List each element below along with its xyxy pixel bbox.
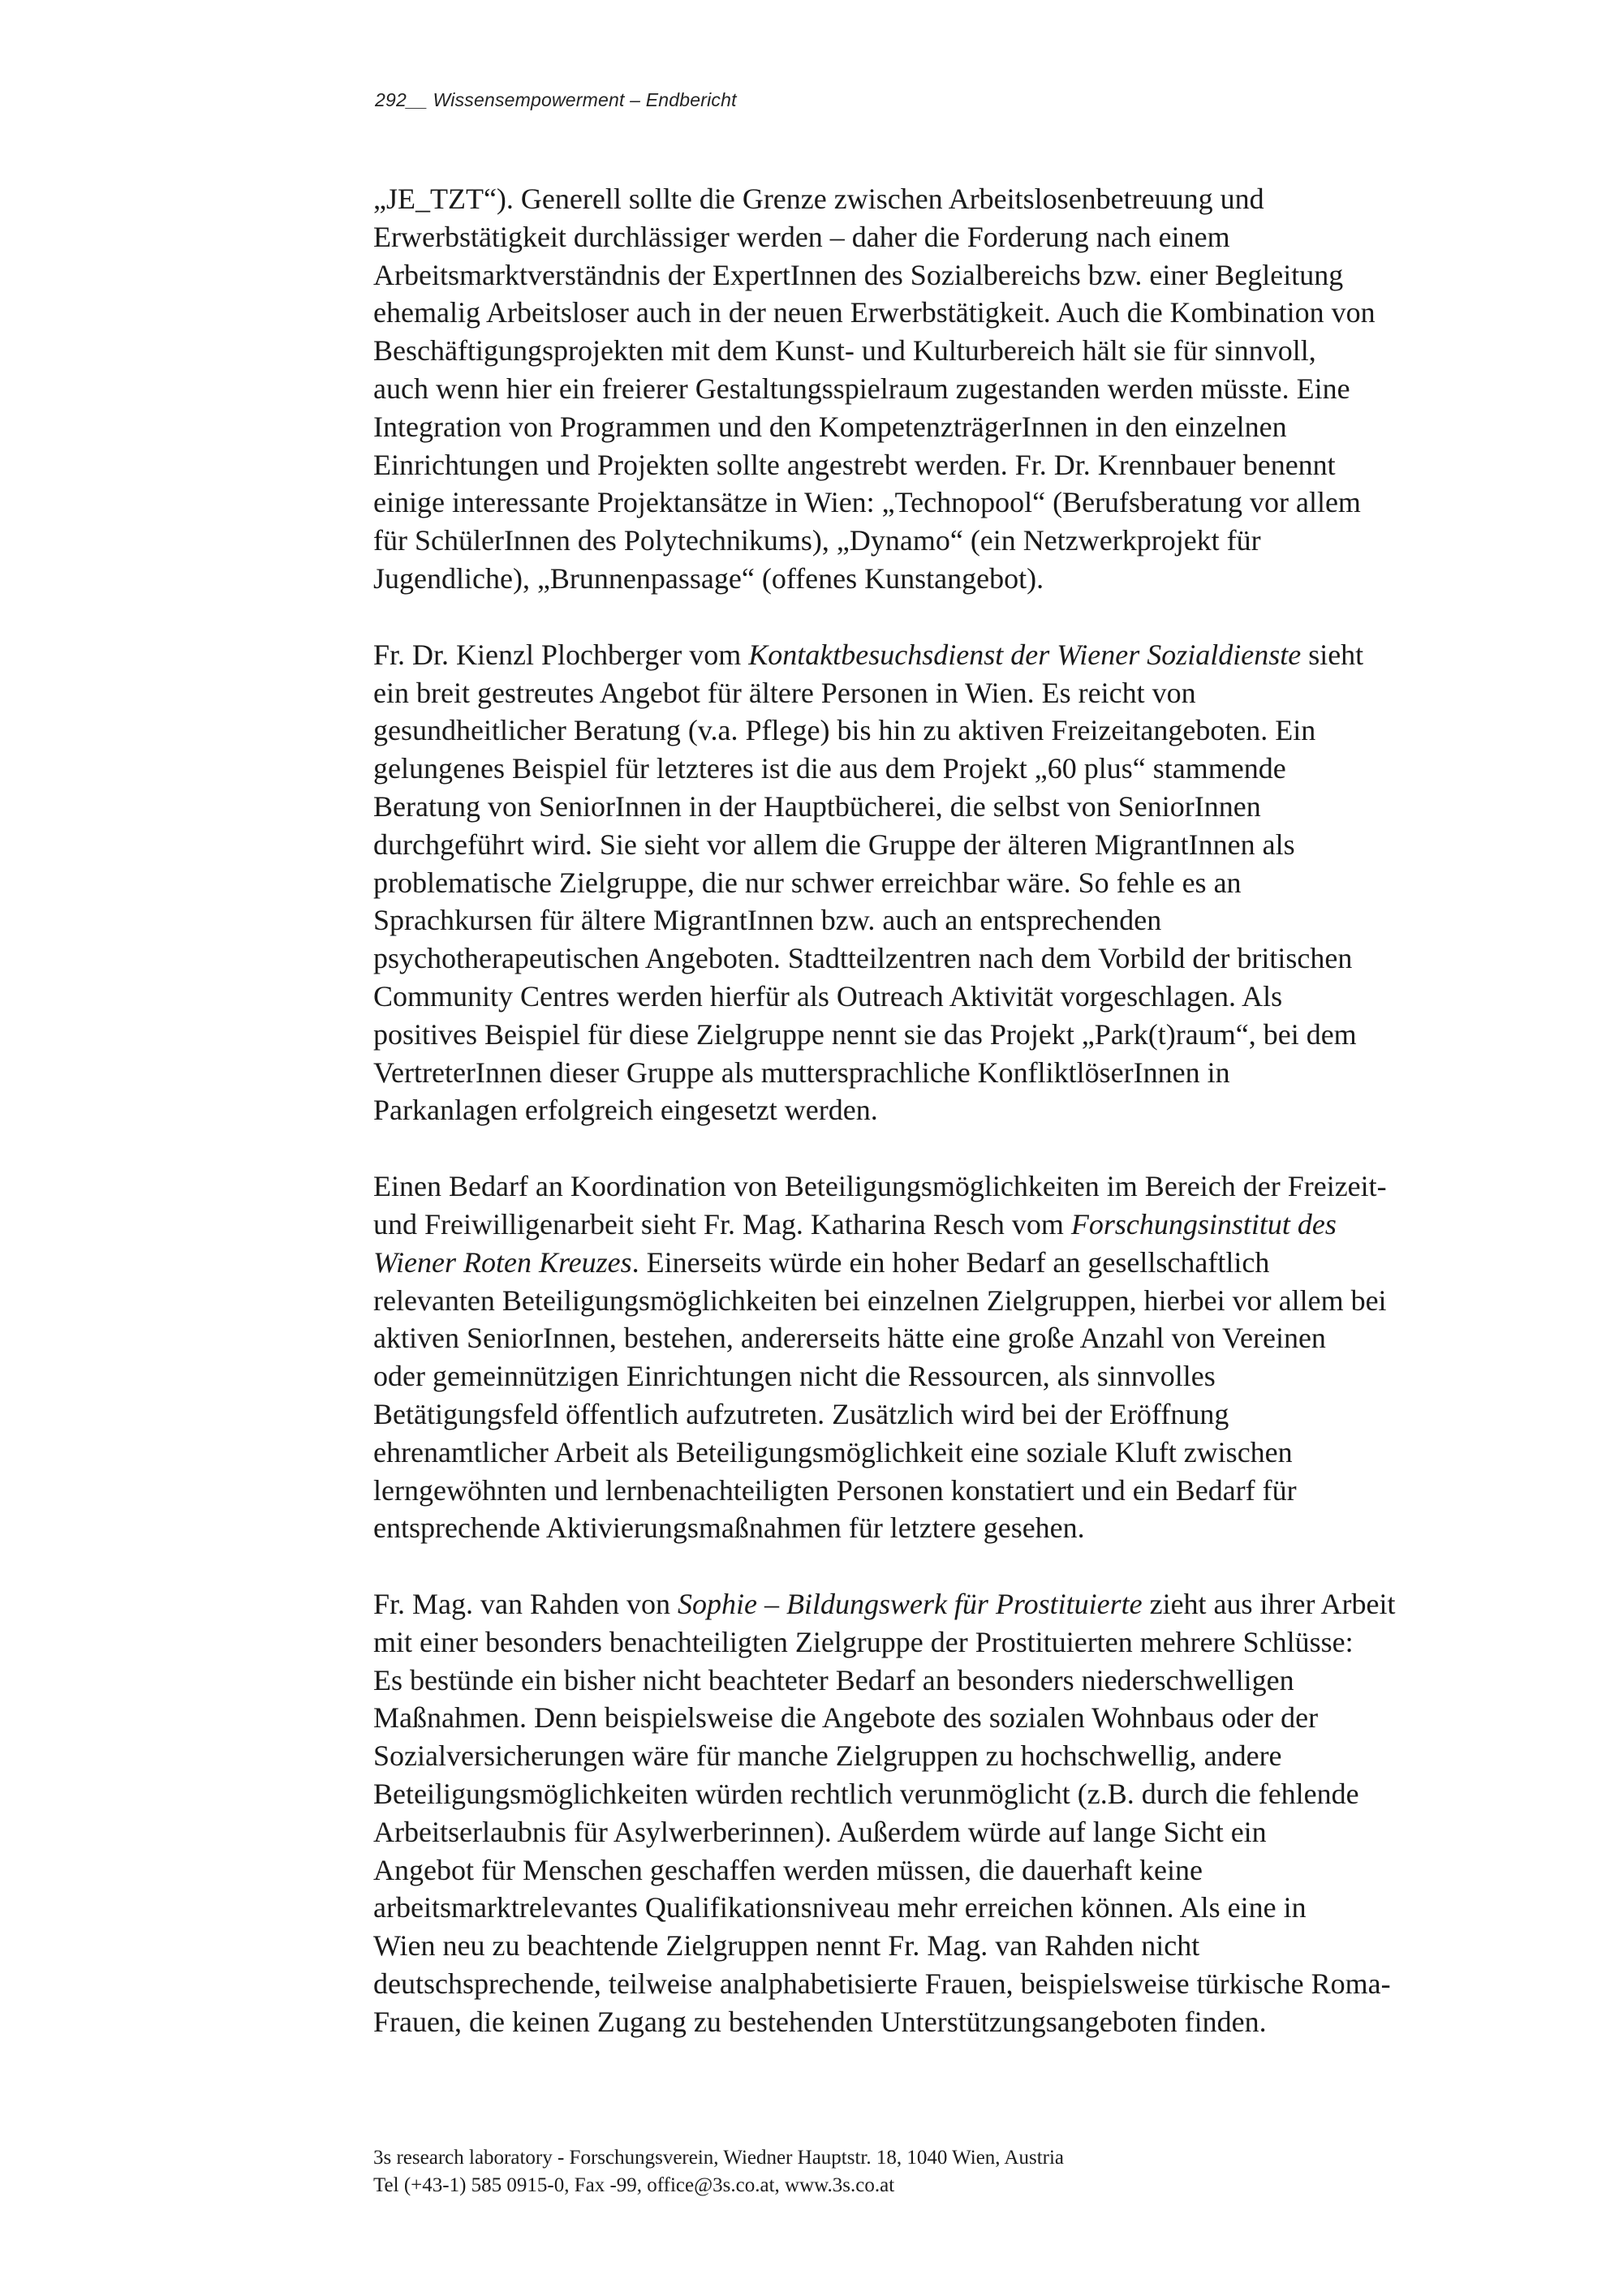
text-line: [373, 1091, 1461, 1129]
text-line: [373, 1737, 1461, 1775]
text-run: lerngewöhnten und lernbenachteiligten Personen konstatiert und ein Bedarf für: [373, 1473, 1297, 1507]
text-line: [373, 1206, 1461, 1244]
text-line: [373, 826, 1461, 864]
text-run: Betätigungsfeld öffentlich aufzutreten. Zusätzlich wird bei der Eröffnung: [373, 1397, 1229, 1430]
text-run: entsprechende Aktivierungsmaßnahmen für letztere gesehen.: [373, 1511, 1085, 1545]
italic-title: Kontaktbesuchsdienst der Wiener Sozialdienste: [748, 638, 1302, 671]
text-run: und Freiwilligenarbeit sieht Fr. Mag. Katharina Resch vom: [373, 1207, 1071, 1240]
text-run: Frauen, die keinen Zugang zu bestehenden Unterstützungsangeboten finden.: [373, 2005, 1267, 2038]
paragraph: [373, 1167, 1461, 1547]
text-run: sieht: [1301, 638, 1364, 671]
text-line: [373, 560, 1461, 598]
text-line: [373, 674, 1461, 712]
text-line: [373, 1662, 1461, 1700]
paragraph: [373, 636, 1461, 1129]
text-line: [373, 1395, 1461, 1434]
italic-title: Wiener Roten Kreuzes: [373, 1245, 632, 1279]
text-line: [373, 1472, 1461, 1510]
text-line: [373, 1585, 1461, 1623]
text-run: ehemalig Arbeitsloser auch in der neuen Erwerbstätigkeit. Auch die Kombination von: [373, 296, 1375, 329]
text-run: Fr. Dr. Kienzl Plochberger vom: [373, 638, 749, 671]
text-line: [373, 256, 1461, 295]
text-run: ein breit gestreutes Angebot für ältere Personen in Wien. Es reicht von: [373, 676, 1196, 709]
text-run: gelungenes Beispiel für letzteres ist die aus dem Projekt „60 plus“ stammende: [373, 752, 1286, 785]
text-line: [373, 1244, 1461, 1282]
text-line: [373, 978, 1461, 1016]
text-run: Community Centres werden hierfür als Outreach Aktivität vorgeschlagen. Als: [373, 979, 1283, 1013]
text-run: Jugendliche), „Brunnenpassage“ (offenes Kunstangebot).: [373, 561, 1044, 595]
text-run: oder gemeinnützigen Einrichtungen nicht die Ressourcen, als sinnvolles: [373, 1360, 1216, 1393]
text-run: aktiven SeniorInnen, bestehen, andererseits hätte eine große Anzahl von Vereinen: [373, 1322, 1326, 1355]
text-line: [373, 1054, 1461, 1092]
text-run: Einen Bedarf an Koordination von Beteiligungsmöglichkeiten im Bereich der Freizeit-: [373, 1170, 1387, 1203]
text-line: [373, 939, 1461, 978]
text-run: positives Beispiel für diese Zielgruppe nennt sie das Projekt „Park(t)raum“, bei dem: [373, 1017, 1357, 1051]
text-line: [373, 180, 1461, 218]
text-line: [373, 522, 1461, 560]
paragraph: [373, 1585, 1461, 2041]
text-line: [373, 218, 1461, 256]
text-run: „JE_TZT“). Generell sollte die Grenze zwischen Arbeitslosenbetreuung und: [373, 183, 1264, 215]
text-line: [373, 1282, 1461, 1320]
text-run: Arbeitserlaubnis für Asylwerberinnen). Außerdem würde auf lange Sicht ein: [373, 1815, 1267, 1848]
text-run: Beteiligungsmöglichkeiten würden rechtlich verunmöglicht (z.B. durch die fehlende: [373, 1778, 1359, 1811]
text-run: Arbeitsmarktverständnis der ExpertInnen des Sozialbereichs bzw. einer Begleitung: [373, 258, 1344, 291]
text-run: Integration von Programmen und den KompetenzträgerInnen in den einzelnen: [373, 410, 1287, 443]
text-line: [373, 1851, 1461, 1890]
italic-title: Forschungsinstitut des: [1070, 1207, 1337, 1240]
text-run: ehrenamtlicher Arbeit als Beteiligungsmöglichkeit eine soziale Kluft zwischen: [373, 1435, 1293, 1468]
text-line: [373, 446, 1461, 484]
text-run: auch wenn hier ein freierer Gestaltungsspielraum zugestanden werden müsste. Eine: [373, 372, 1350, 405]
text-line: [373, 1965, 1461, 2003]
text-run: Einrichtungen und Projekten sollte angestrebt werden. Fr. Dr. Krennbauer benennt: [373, 448, 1336, 481]
text-line: [373, 788, 1461, 826]
text-line: [373, 408, 1461, 446]
text-line: [373, 636, 1461, 674]
page-footer: [373, 2144, 1064, 2199]
text-line: [373, 1623, 1461, 1662]
text-line: [373, 484, 1461, 522]
text-run: . Einerseits würde ein hoher Bedarf an gesellschaftlich: [631, 1245, 1270, 1279]
running-header: 292__ Wissensempowerment – Endbericht: [375, 89, 737, 110]
text-line: [373, 750, 1461, 788]
text-line: [373, 1434, 1461, 1472]
text-run: Maßnahmen. Denn beispielsweise die Angebote des sozialen Wohnbaus oder der: [373, 1701, 1319, 1735]
text-line: [373, 1357, 1461, 1395]
text-line: [373, 332, 1461, 370]
text-line: [373, 370, 1461, 408]
text-line: [373, 712, 1461, 750]
text-run: durchgeführt wird. Sie sieht vor allem die Gruppe der älteren MigrantInnen als: [373, 828, 1295, 861]
text-run: gesundheitlicher Beratung (v.a. Pflege) bis hin zu aktiven Freizeitangeboten. Ein: [373, 714, 1316, 747]
text-run: Erwerbstätigkeit durchlässiger werden – daher die Forderung nach einem: [373, 220, 1230, 253]
text-line: [373, 1016, 1461, 1054]
text-run: Beschäftigungsprojekten mit dem Kunst- und Kulturbereich hält sie für sinnvoll,: [373, 334, 1316, 368]
text-run: Angebot für Menschen geschaffen werden müssen, die dauerhaft keine: [373, 1853, 1203, 1886]
text-run: Parkanlagen erfolgreich eingesetzt werden.: [373, 1094, 878, 1127]
text-line: [373, 1927, 1461, 1965]
text-run: Wien neu zu beachtende Zielgruppen nennt Fr. Mag. van Rahden nicht: [373, 1929, 1200, 1963]
text-line: [373, 1889, 1461, 1927]
paragraph: [373, 180, 1461, 598]
text-run: zieht aus ihrer Arbeit: [1142, 1588, 1396, 1621]
footer-address-line: 3s research laboratory - Forschungsverein, Wiedner Hauptstr. 18, 1040 Wien, Austria: [373, 2147, 1065, 2169]
text-run: relevanten Beteiligungsmöglichkeiten bei einzelnen Zielgruppen, hierbei vor allem bei: [373, 1283, 1387, 1317]
text-run: Beratung von SeniorInnen in der Hauptbücherei, die selbst von SeniorInnen: [373, 789, 1261, 823]
text-line: [373, 2003, 1461, 2041]
text-run: psychotherapeutischen Angeboten. Stadtteilzentren nach dem Vorbild der britischen: [373, 942, 1353, 975]
text-run: deutschsprechende, teilweise analphabetisierte Frauen, beispielsweise türkische Roma-: [373, 1967, 1391, 2001]
text-run: einige interessante Projektansätze in Wien: „Technopool“ (Berufsberatung vor allem: [373, 486, 1361, 519]
text-line: [373, 864, 1461, 902]
text-line: [373, 294, 1461, 332]
text-run: arbeitsmarktrelevantes Qualifikationsniveau mehr erreichen können. Als eine in: [373, 1891, 1307, 1924]
text-line: [373, 1509, 1461, 1547]
text-line: [373, 1699, 1461, 1737]
footer-contact-line: Tel (+43-1) 585 0915-0, Fax -99, office@3s.co.at, www.3s.co.at: [373, 2174, 895, 2196]
text-line: [373, 1775, 1461, 1813]
text-line: [373, 1813, 1461, 1851]
text-line: [373, 1319, 1461, 1357]
text-run: Sozialversicherungen wäre für manche Zielgruppen zu hochschwellig, andere: [373, 1739, 1282, 1773]
text-run: VertreterInnen dieser Gruppe als muttersprachliche KonfliktlöserInnen in: [373, 1056, 1230, 1089]
italic-title: Sophie – Bildungswerk für Prostituierte: [677, 1588, 1143, 1621]
text-run: mit einer besonders benachteiligten Zielgruppe der Prostituierten mehrere Schlüsse:: [373, 1625, 1354, 1658]
text-run: Fr. Mag. van Rahden von: [373, 1588, 678, 1621]
text-run: problematische Zielgruppe, die nur schwer erreichbar wäre. So fehle es an: [373, 866, 1242, 899]
text-run: für SchülerInnen des Polytechnikums), „Dynamo“ (ein Netzwerkprojekt für: [373, 524, 1261, 557]
text-run: Es bestünde ein bisher nicht beachteter Bedarf an besonders niederschwelligen: [373, 1663, 1294, 1696]
text-line: [373, 1167, 1461, 1206]
text-run: Sprachkursen für ältere MigrantInnen bzw. auch an entsprechenden: [373, 904, 1162, 937]
body-text: [373, 180, 1461, 2041]
text-line: [373, 901, 1461, 939]
